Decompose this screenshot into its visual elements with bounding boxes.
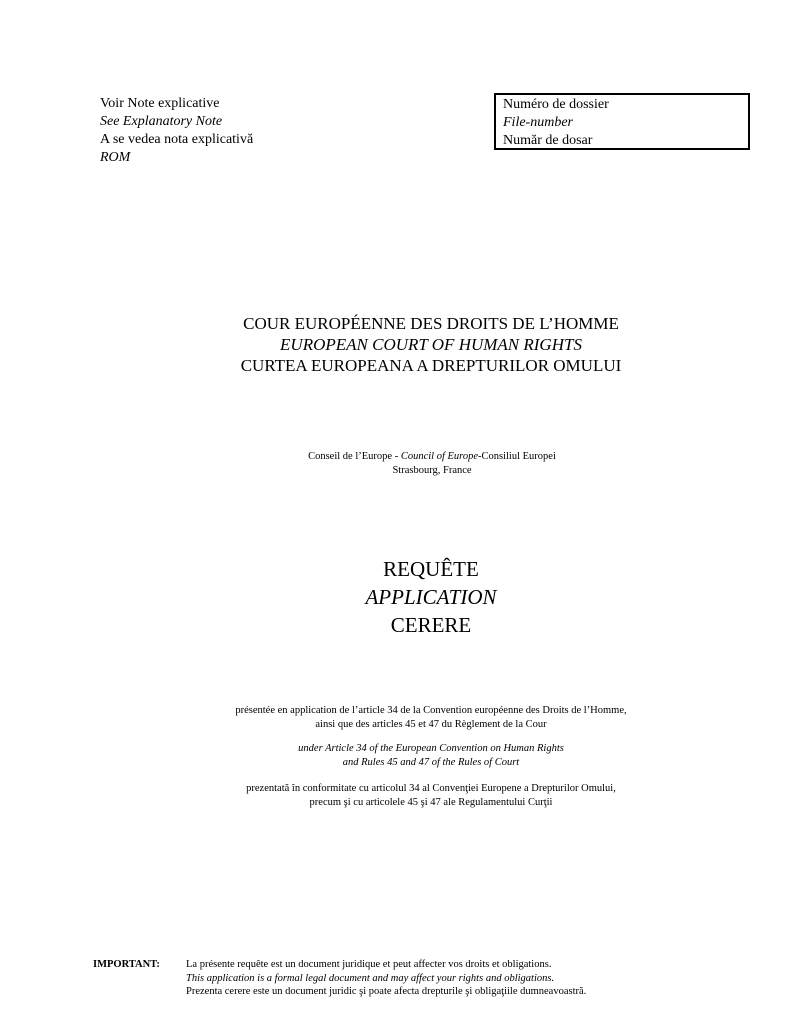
presented-en-line1: under Article 34 of the European Convention on Human Rights xyxy=(298,743,564,754)
application-title-ro: CERERE xyxy=(390,613,472,637)
court-title xyxy=(200,313,662,376)
application-title xyxy=(281,555,581,639)
file-number-fr: Numéro de dossier xyxy=(503,97,609,112)
important-ro: Prezenta cerere este un document juridic şi poate afecta drepturile şi obligaţiile dumneavoastră. xyxy=(186,986,587,997)
court-title-ro: CURTEA EUROPEANA A DREPTURILOR OMULUI xyxy=(240,356,622,375)
council-name xyxy=(232,450,632,464)
explanatory-note-block xyxy=(100,95,253,167)
application-title-fr: REQUÊTE xyxy=(383,557,479,581)
presented-ro xyxy=(160,782,702,810)
council-ro: -Consiliul Europei xyxy=(478,451,556,462)
application-title-en: APPLICATION xyxy=(365,585,497,609)
important-label: IMPORTANT: xyxy=(93,959,160,970)
court-title-en: EUROPEAN COURT OF HUMAN RIGHTS xyxy=(280,335,582,354)
council-location: Strasbourg, France xyxy=(392,465,472,476)
important-en: This application is a formal legal document and may affect your rights and obligations. xyxy=(186,972,555,984)
council-fr: Conseil de l’Europe - xyxy=(308,451,401,462)
file-number-box xyxy=(494,93,750,150)
important-fr: La présente requête est un document juridique et peut affecter vos droits et obligations. xyxy=(186,959,552,970)
court-title-fr: COUR EUROPÉENNE DES DROITS DE L’HOMME xyxy=(243,314,619,333)
important-notice xyxy=(186,958,586,999)
presented-ro-line2: precum şi cu articolele 45 şi 47 ale Regulamentului Curţii xyxy=(309,797,553,808)
note-fr: Voir Note explicative xyxy=(100,96,220,111)
presented-fr-line2: ainsi que des articles 45 et 47 du Règlement de la Cour xyxy=(315,719,547,730)
presented-en-line2: and Rules 45 and 47 of the Rules of Court xyxy=(342,757,520,768)
note-ro: A se vedea nota explicativă xyxy=(100,132,254,147)
presented-ro-line1: prezentată în conformitate cu articolul 34 al Convenţiei Europene a Drepturilor Omului, xyxy=(246,783,616,794)
presented-fr xyxy=(160,704,702,732)
council-block xyxy=(232,450,632,478)
note-en: See Explanatory Note xyxy=(100,114,223,129)
presented-fr-line1: présentée en application de l’article 34 de la Convention européenne des Droits de l’Homme, xyxy=(235,705,627,716)
council-en: Council of Europe xyxy=(400,451,479,462)
presented-en xyxy=(160,742,702,770)
language-code: ROM xyxy=(100,150,131,165)
file-number-en: File-number xyxy=(503,115,573,130)
file-number-ro: Număr de dosar xyxy=(503,133,593,148)
